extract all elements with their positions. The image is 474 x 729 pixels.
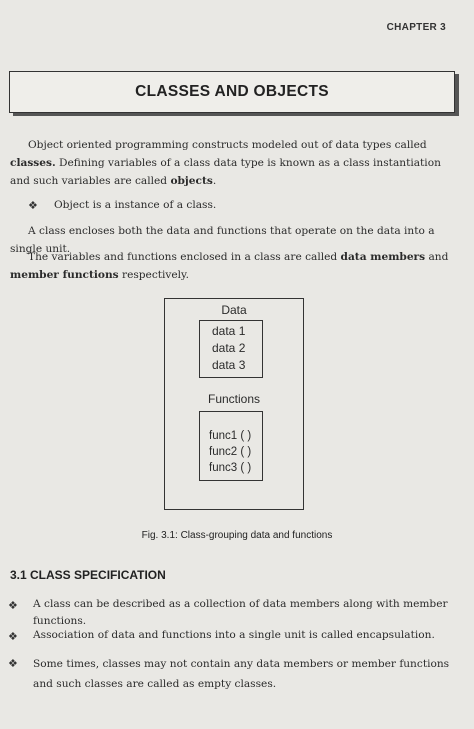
- section-heading: 3.1 CLASS SPECIFICATION: [10, 568, 166, 582]
- section-bullet-3: Some times, classes may not contain any data members or member functions and such classes are called as empty classes.: [33, 658, 450, 690]
- data-item: data 2: [212, 341, 246, 355]
- class-diagram: [164, 298, 304, 510]
- bullet-icon: ❖: [8, 599, 18, 612]
- term-member-functions: member functions: [10, 269, 119, 281]
- function-item: func3 ( ): [209, 462, 252, 474]
- members-text: The variables and functions enclosed in a class are called: [28, 251, 341, 263]
- data-label: Data: [221, 303, 247, 317]
- intro-text: Object oriented programming constructs modeled out of data types called: [28, 139, 427, 151]
- data-box: [199, 320, 263, 378]
- chapter-label: CHAPTER 3: [386, 22, 446, 33]
- section-bullet-1: A class can be described as a collection of data members along with member functions.: [33, 598, 448, 627]
- bullet-object-definition: Object is a instance of a class.: [54, 199, 217, 211]
- chapter-title: CLASSES AND OBJECTS: [135, 83, 329, 100]
- class-encloses-paragraph: A class encloses both the data and functions that operate on the data into a single unit.: [10, 225, 435, 255]
- bullet-icon: ❖: [8, 657, 18, 670]
- term-classes: classes.: [10, 157, 56, 169]
- members-text: respectively.: [118, 269, 189, 281]
- data-item: data 1: [212, 324, 246, 338]
- chapter-title-box: [9, 71, 455, 113]
- intro-text: Defining variables of a class data type is known as a class instantiation and such variables are called: [10, 157, 441, 187]
- term-objects: objects: [170, 175, 213, 187]
- intro-paragraph: [10, 136, 455, 190]
- section-bullet-2: Association of data and functions into a single unit is called encapsulation.: [33, 629, 435, 641]
- functions-label: Functions: [207, 392, 261, 406]
- bullet-icon: ❖: [8, 630, 18, 643]
- members-text: and: [425, 251, 449, 263]
- bullet-icon: ❖: [28, 199, 38, 212]
- data-item: data 3: [212, 358, 246, 372]
- term-data-members: data members: [340, 251, 426, 263]
- functions-box: [199, 411, 263, 481]
- intro-text: .: [212, 175, 217, 187]
- figure-caption: Fig. 3.1: Class-grouping data and functions: [141, 530, 333, 541]
- function-item: func2 ( ): [209, 446, 252, 458]
- members-paragraph: [10, 248, 455, 284]
- function-item: func1 ( ): [209, 430, 252, 442]
